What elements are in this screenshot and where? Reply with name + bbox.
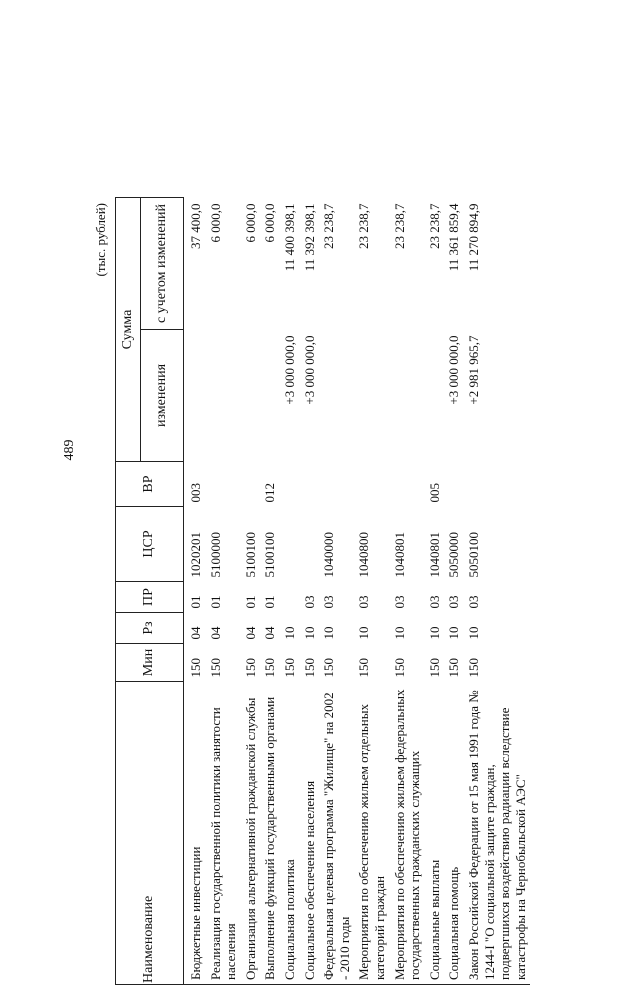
cell-csr: 1040000 xyxy=(321,532,337,578)
cell-min: 150 xyxy=(262,658,278,678)
cell-pr xyxy=(280,582,300,613)
cell-rz: 10 xyxy=(465,626,481,640)
cell-pr: 03 xyxy=(446,595,462,609)
cell-vr xyxy=(319,462,354,507)
cell-changes xyxy=(425,330,445,462)
table-row xyxy=(260,198,280,985)
cell-pr: 03 xyxy=(301,595,317,609)
cell-csr: 5050100 xyxy=(465,532,481,578)
cell-changes xyxy=(354,330,389,462)
cell-vr xyxy=(354,462,389,507)
cell-vr: 012 xyxy=(262,483,278,503)
page-number: 489 xyxy=(62,439,77,461)
cell-vr xyxy=(300,462,320,507)
cell-name: Организация альтернативной гражданской службы xyxy=(242,697,258,980)
cell-csr: 1020201 xyxy=(188,532,203,578)
cell-rz: 04 xyxy=(262,626,278,640)
table-row xyxy=(300,198,320,985)
table-row xyxy=(184,198,206,985)
cell-name: Выполнение функций государственными органами xyxy=(262,696,278,980)
header-vr: ВР xyxy=(116,462,184,507)
cell-changes: +3 000 000,0 xyxy=(281,335,297,405)
cell-total: 23 238,7 xyxy=(356,203,372,249)
cell-name: Мероприятия по обеспечению жильем отдельных категорий граждан xyxy=(356,704,387,980)
cell-rz: 10 xyxy=(426,626,442,640)
cell-pr: 03 xyxy=(356,595,372,609)
table-row xyxy=(464,198,530,985)
cell-vr xyxy=(280,462,300,507)
cell-pr: 01 xyxy=(207,595,223,609)
cell-csr: 1040801 xyxy=(391,532,407,578)
table-row xyxy=(425,198,445,985)
cell-changes xyxy=(319,330,354,462)
table-row xyxy=(280,198,300,985)
cell-pr: 03 xyxy=(321,595,337,609)
cell-pr: 01 xyxy=(242,595,258,609)
cell-rz: 04 xyxy=(242,626,258,640)
cell-min: 150 xyxy=(301,658,317,678)
cell-vr xyxy=(444,462,464,507)
cell-rz: 10 xyxy=(356,626,372,640)
cell-pr: 03 xyxy=(391,595,407,609)
header-with-changes: с учетом изменений xyxy=(141,198,184,330)
cell-csr xyxy=(300,507,320,582)
cell-name: Федеральная целевая программа "Жилище" на 2002 - 2010 годы xyxy=(321,692,352,980)
cell-min: 150 xyxy=(188,658,203,678)
cell-csr: 5100000 xyxy=(207,532,223,578)
cell-min: 150 xyxy=(321,658,337,678)
cell-rz: 10 xyxy=(321,626,337,640)
cell-min: 150 xyxy=(426,658,442,678)
cell-total: 11 400 398,1 xyxy=(281,203,297,272)
budget-table-page xyxy=(83,195,583,985)
cell-min: 150 xyxy=(356,658,372,678)
table-body xyxy=(184,198,531,985)
cell-pr: 03 xyxy=(465,595,481,609)
cell-min: 150 xyxy=(446,658,462,678)
cell-changes xyxy=(241,330,261,462)
table-row xyxy=(354,198,389,985)
cell-vr: 003 xyxy=(188,483,203,503)
cell-rz: 10 xyxy=(391,626,407,640)
cell-name: Закон Российской Федерации от 15 мая 1991 года № 1244-I "О социальной защите граждан, подвергшихся воздействию радиации вследствие катастрофы на Чернобыльской АЭС" xyxy=(465,690,528,980)
cell-total: 23 238,7 xyxy=(321,203,337,249)
header-rz: Рз xyxy=(116,613,184,644)
cell-pr: 01 xyxy=(188,595,203,609)
cell-changes xyxy=(260,330,280,462)
cell-rz: 10 xyxy=(301,626,317,640)
cell-rz: 04 xyxy=(188,626,203,640)
cell-total: 23 238,7 xyxy=(391,203,407,249)
cell-pr: 03 xyxy=(426,595,442,609)
cell-total: 11 270 894,9 xyxy=(465,203,481,272)
cell-name: Социальная помощь xyxy=(446,866,462,980)
cell-csr: 1040801 xyxy=(426,532,442,578)
table-row xyxy=(241,198,261,985)
cell-name: Бюджетные инвестиции xyxy=(188,846,203,980)
table-row xyxy=(319,198,354,985)
cell-total: 11 392 398,1 xyxy=(301,203,317,272)
cell-changes: +3 000 000,0 xyxy=(446,335,462,405)
cell-rz: 10 xyxy=(281,626,297,640)
cell-total: 6 000,0 xyxy=(207,203,223,243)
cell-min: 150 xyxy=(207,658,223,678)
units-label: (тыс. рублей) xyxy=(93,203,108,277)
header-csr: ЦСР xyxy=(116,507,184,582)
cell-vr xyxy=(241,462,261,507)
cell-rz: 10 xyxy=(446,626,462,640)
cell-csr: 5100100 xyxy=(242,532,258,578)
table-header xyxy=(116,198,184,985)
cell-changes xyxy=(206,330,241,462)
cell-min: 150 xyxy=(242,658,258,678)
cell-total: 23 238,7 xyxy=(426,203,442,249)
header-sum: Сумма xyxy=(116,198,141,462)
cell-changes xyxy=(184,330,206,462)
cell-csr: 5100100 xyxy=(262,532,278,578)
table-row xyxy=(444,198,464,985)
cell-csr: 5050000 xyxy=(446,532,462,578)
cell-rz: 04 xyxy=(207,626,223,640)
cell-min: 150 xyxy=(281,658,297,678)
cell-changes xyxy=(390,330,425,462)
cell-total: 6 000,0 xyxy=(242,203,258,243)
cell-total: 37 400,0 xyxy=(188,203,203,249)
table-row xyxy=(206,198,241,985)
cell-total: 6 000,0 xyxy=(262,203,278,243)
cell-name: Реализация государственной политики занятости населения xyxy=(207,707,239,980)
cell-name: Социальная политика xyxy=(281,859,297,980)
header-name: Наименование xyxy=(116,682,184,985)
cell-min: 150 xyxy=(391,658,407,678)
cell-csr xyxy=(280,507,300,582)
header-pr: ПР xyxy=(116,582,184,613)
cell-csr: 1040800 xyxy=(356,532,372,578)
cell-vr xyxy=(390,462,425,507)
header-changes: изменения xyxy=(141,330,184,462)
cell-name: Социальные выплаты xyxy=(426,859,442,980)
cell-total: 11 361 859,4 xyxy=(446,203,462,272)
cell-min: 150 xyxy=(465,658,481,678)
cell-vr: 005 xyxy=(426,483,442,503)
cell-name: Социальное обеспечение населения xyxy=(301,780,317,980)
cell-vr xyxy=(464,462,530,507)
header-min: Мин xyxy=(116,644,184,682)
cell-changes: +2 981 965,7 xyxy=(465,335,481,405)
table-row xyxy=(390,198,425,985)
cell-vr xyxy=(206,462,241,507)
cell-pr: 01 xyxy=(262,595,278,609)
cell-name: Мероприятия по обеспечению жильем федеральных государственных гражданских служащих xyxy=(391,689,423,980)
cell-changes: +3 000 000,0 xyxy=(301,335,317,405)
budget-table xyxy=(115,197,530,985)
